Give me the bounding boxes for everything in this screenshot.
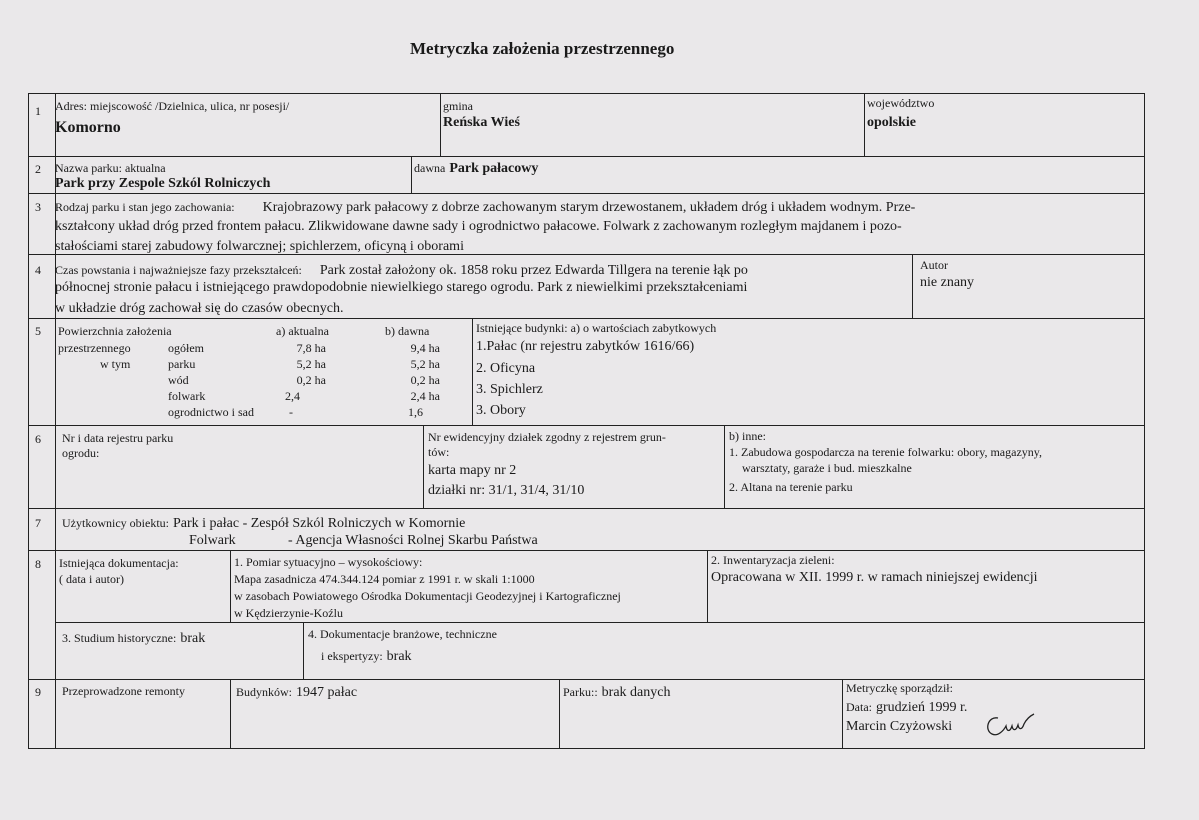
users-label: Użytkownicy obiektu: — [62, 516, 169, 530]
technical-docs — [321, 648, 412, 664]
other-item: 1. Zabudowa gospodarcza na terenie folwarku: obory, magazyny, — [729, 445, 1042, 459]
area-current: 5,2 ha — [296, 357, 326, 371]
history-text: północnej stronie pałacu i istniejącego prawdopodobnie niewielkiego starego ogrodu. Park z niewielkimi przekształceniami — [55, 280, 748, 295]
renovations-buildings — [236, 684, 357, 700]
area-col-former: b) dawna — [385, 324, 430, 338]
voivodeship-label: województwo — [867, 96, 935, 110]
area-item-name: ogółem — [168, 341, 204, 355]
row-number: 2 — [35, 162, 41, 176]
area-former: 5,2 ha — [410, 357, 440, 371]
row-number: 5 — [35, 324, 41, 338]
survey-label: 1. Pomiar sytuacyjno – wysokościowy: — [234, 555, 423, 569]
survey-text: w Kędzierzynie-Koźlu — [234, 606, 343, 620]
parcel-value: działki nr: 31/1, 31/4, 31/10 — [428, 483, 585, 498]
row-number: 9 — [35, 685, 41, 699]
registry-label: Nr i data rejestru parku — [62, 431, 174, 445]
history-label: Czas powstania i najważniejsze fazy przekształceń: — [55, 263, 302, 277]
other-label: b) inne: — [729, 429, 766, 443]
prepared-date-label: Data: — [846, 700, 872, 714]
area-label: przestrzennego — [58, 341, 131, 355]
building-item: 3. Obory — [476, 403, 526, 418]
documentation-label: Istniejąca dokumentacja: — [59, 556, 179, 570]
area-item-name: ogrodnictwo i sad — [168, 405, 254, 419]
park-type-line-1 — [55, 199, 915, 215]
buildings-label: Istniejące budynki: a) o wartościach zabytkowych — [476, 321, 717, 335]
area-former: 2,4 ha — [410, 389, 440, 403]
area-item-name: wód — [168, 373, 189, 387]
area-former: 1,6 — [408, 405, 423, 419]
park-name-value: Park przy Zespole Szkól Rolniczych — [55, 176, 271, 191]
historical-study-value: brak — [180, 631, 206, 646]
parcel-label: tów: — [428, 445, 450, 459]
building-item: 3. Spichlerz — [476, 382, 543, 397]
renovations-park-value: brak danych — [601, 685, 671, 700]
park-type-text: Krajobrazowy park pałacowy z dobrze zachowanym starym drzewostanem, układem dróg i układem wodnym. Prze- — [262, 200, 916, 215]
inventory-value: Opracowana w XII. 1999 r. w ramach niniejszej ewidencji — [711, 570, 1038, 585]
prepared-by-name: Marcin Czyżowski — [846, 719, 953, 734]
renovations-label: Przeprowadzone remonty — [62, 684, 185, 698]
area-col-current: a) aktualna — [276, 324, 329, 338]
documentation-label: ( data i autor) — [59, 572, 124, 586]
users-line-1 — [62, 515, 465, 531]
other-item: warsztaty, garaże i bud. mieszkalne — [742, 461, 912, 475]
author-label: Autor — [920, 258, 948, 272]
parcel-label: Nr ewidencyjny działek zgodny z rejestrem grun- — [428, 430, 666, 444]
address-value: Komorno — [55, 119, 121, 136]
page-title: Metryczka założenia przestrzennego — [410, 39, 675, 58]
history-text: w układzie dróg zachował się do czasów obecnych. — [55, 301, 344, 316]
area-current: - — [289, 405, 293, 419]
area-label: Powierzchnia założenia — [58, 324, 172, 338]
row-number: 3 — [35, 200, 41, 214]
prepared-date — [846, 699, 967, 715]
building-item: 1.Pałac (nr rejestru zabytków 1616/66) — [476, 339, 695, 354]
renovations-buildings-value: 1947 pałac — [296, 685, 358, 700]
technical-docs-label: 4. Dokumentacje branżowe, techniczne — [308, 627, 497, 641]
building-item: 2. Oficyna — [476, 361, 536, 376]
area-former-values — [360, 340, 440, 420]
renovations-buildings-label: Budynków: — [236, 685, 293, 699]
area-current-values — [240, 340, 326, 420]
area-item-name: parku — [168, 357, 196, 371]
row-number: 6 — [35, 432, 41, 446]
area-former: 0,2 ha — [410, 373, 440, 387]
address-label: Adres: miejscowość /Dzielnica, ulica, nr posesji/ — [55, 99, 290, 113]
row-number: 4 — [35, 263, 41, 277]
history-line-1 — [55, 262, 748, 278]
renovations-park — [563, 684, 670, 700]
row-number: 7 — [35, 516, 41, 530]
area-current: 2,4 — [285, 389, 300, 403]
area-in-which: w tym — [100, 357, 131, 371]
park-name-label: Nazwa parku: aktualna — [55, 161, 166, 175]
former-name — [414, 160, 538, 176]
author-value: nie znany — [920, 275, 975, 290]
row-number: 8 — [35, 557, 41, 571]
signature — [984, 712, 1036, 740]
renovations-park-label: Parku:: — [563, 685, 598, 699]
former-name-label: dawna — [414, 161, 446, 175]
gmina-label: gmina — [443, 99, 473, 113]
row-number: 1 — [35, 104, 41, 118]
historical-study-label: 3. Studium historyczne: — [62, 631, 177, 645]
users-value: Folwark — [189, 533, 236, 548]
area-current: 0,2 ha — [296, 373, 326, 387]
gmina-value: Reńska Wieś — [443, 115, 520, 130]
park-type-text: kształcony układ dróg przed frontem pałacu. Zlikwidowane dawne sady i ogrodnictwo pałacowe. Folwark z zachowanym rozległym majdanem i pozo- — [55, 219, 902, 234]
park-type-label: Rodzaj parku i stan jego zachowania: — [55, 200, 235, 214]
registry-label: ogrodu: — [62, 446, 100, 460]
prepared-by-label: Metryczkę sporządził: — [846, 681, 953, 695]
historical-study — [62, 630, 205, 646]
voivodeship-value: opolskie — [867, 115, 917, 130]
area-item-name: folwark — [168, 389, 206, 403]
other-item: 2. Altana na terenie parku — [729, 480, 853, 494]
inventory-label: 2. Inwentaryzacja zieleni: — [711, 553, 835, 567]
park-type-text: stałościami starej zabudowy folwarcznej; spichlerzem, oficyną i oborami — [55, 239, 464, 254]
users-value: - Agencja Własności Rolnej Skarbu Państwa — [288, 533, 538, 548]
area-former: 9,4 ha — [410, 341, 440, 355]
history-text: Park został założony ok. 1858 roku przez Edwarda Tillgera na terenie łąk po — [319, 263, 748, 278]
users-value: Park i pałac - Zespół Szkól Rolniczych w Komornie — [172, 516, 466, 531]
parcel-value: karta mapy nr 2 — [428, 463, 517, 478]
technical-docs-label: i ekspertyzy: — [321, 649, 383, 663]
former-name-value: Park pałacowy — [449, 161, 539, 176]
survey-text: Mapa zasadnicza 474.344.124 pomiar z 1991 r. w skali 1:1000 — [234, 572, 535, 586]
prepared-date-value: grudzień 1999 r. — [876, 700, 968, 715]
technical-docs-value: brak — [386, 649, 412, 664]
area-current: 7,8 ha — [296, 341, 326, 355]
survey-text: w zasobach Powiatowego Ośrodka Dokumentacji Geodezyjnej i Kartograficznej — [234, 589, 621, 603]
